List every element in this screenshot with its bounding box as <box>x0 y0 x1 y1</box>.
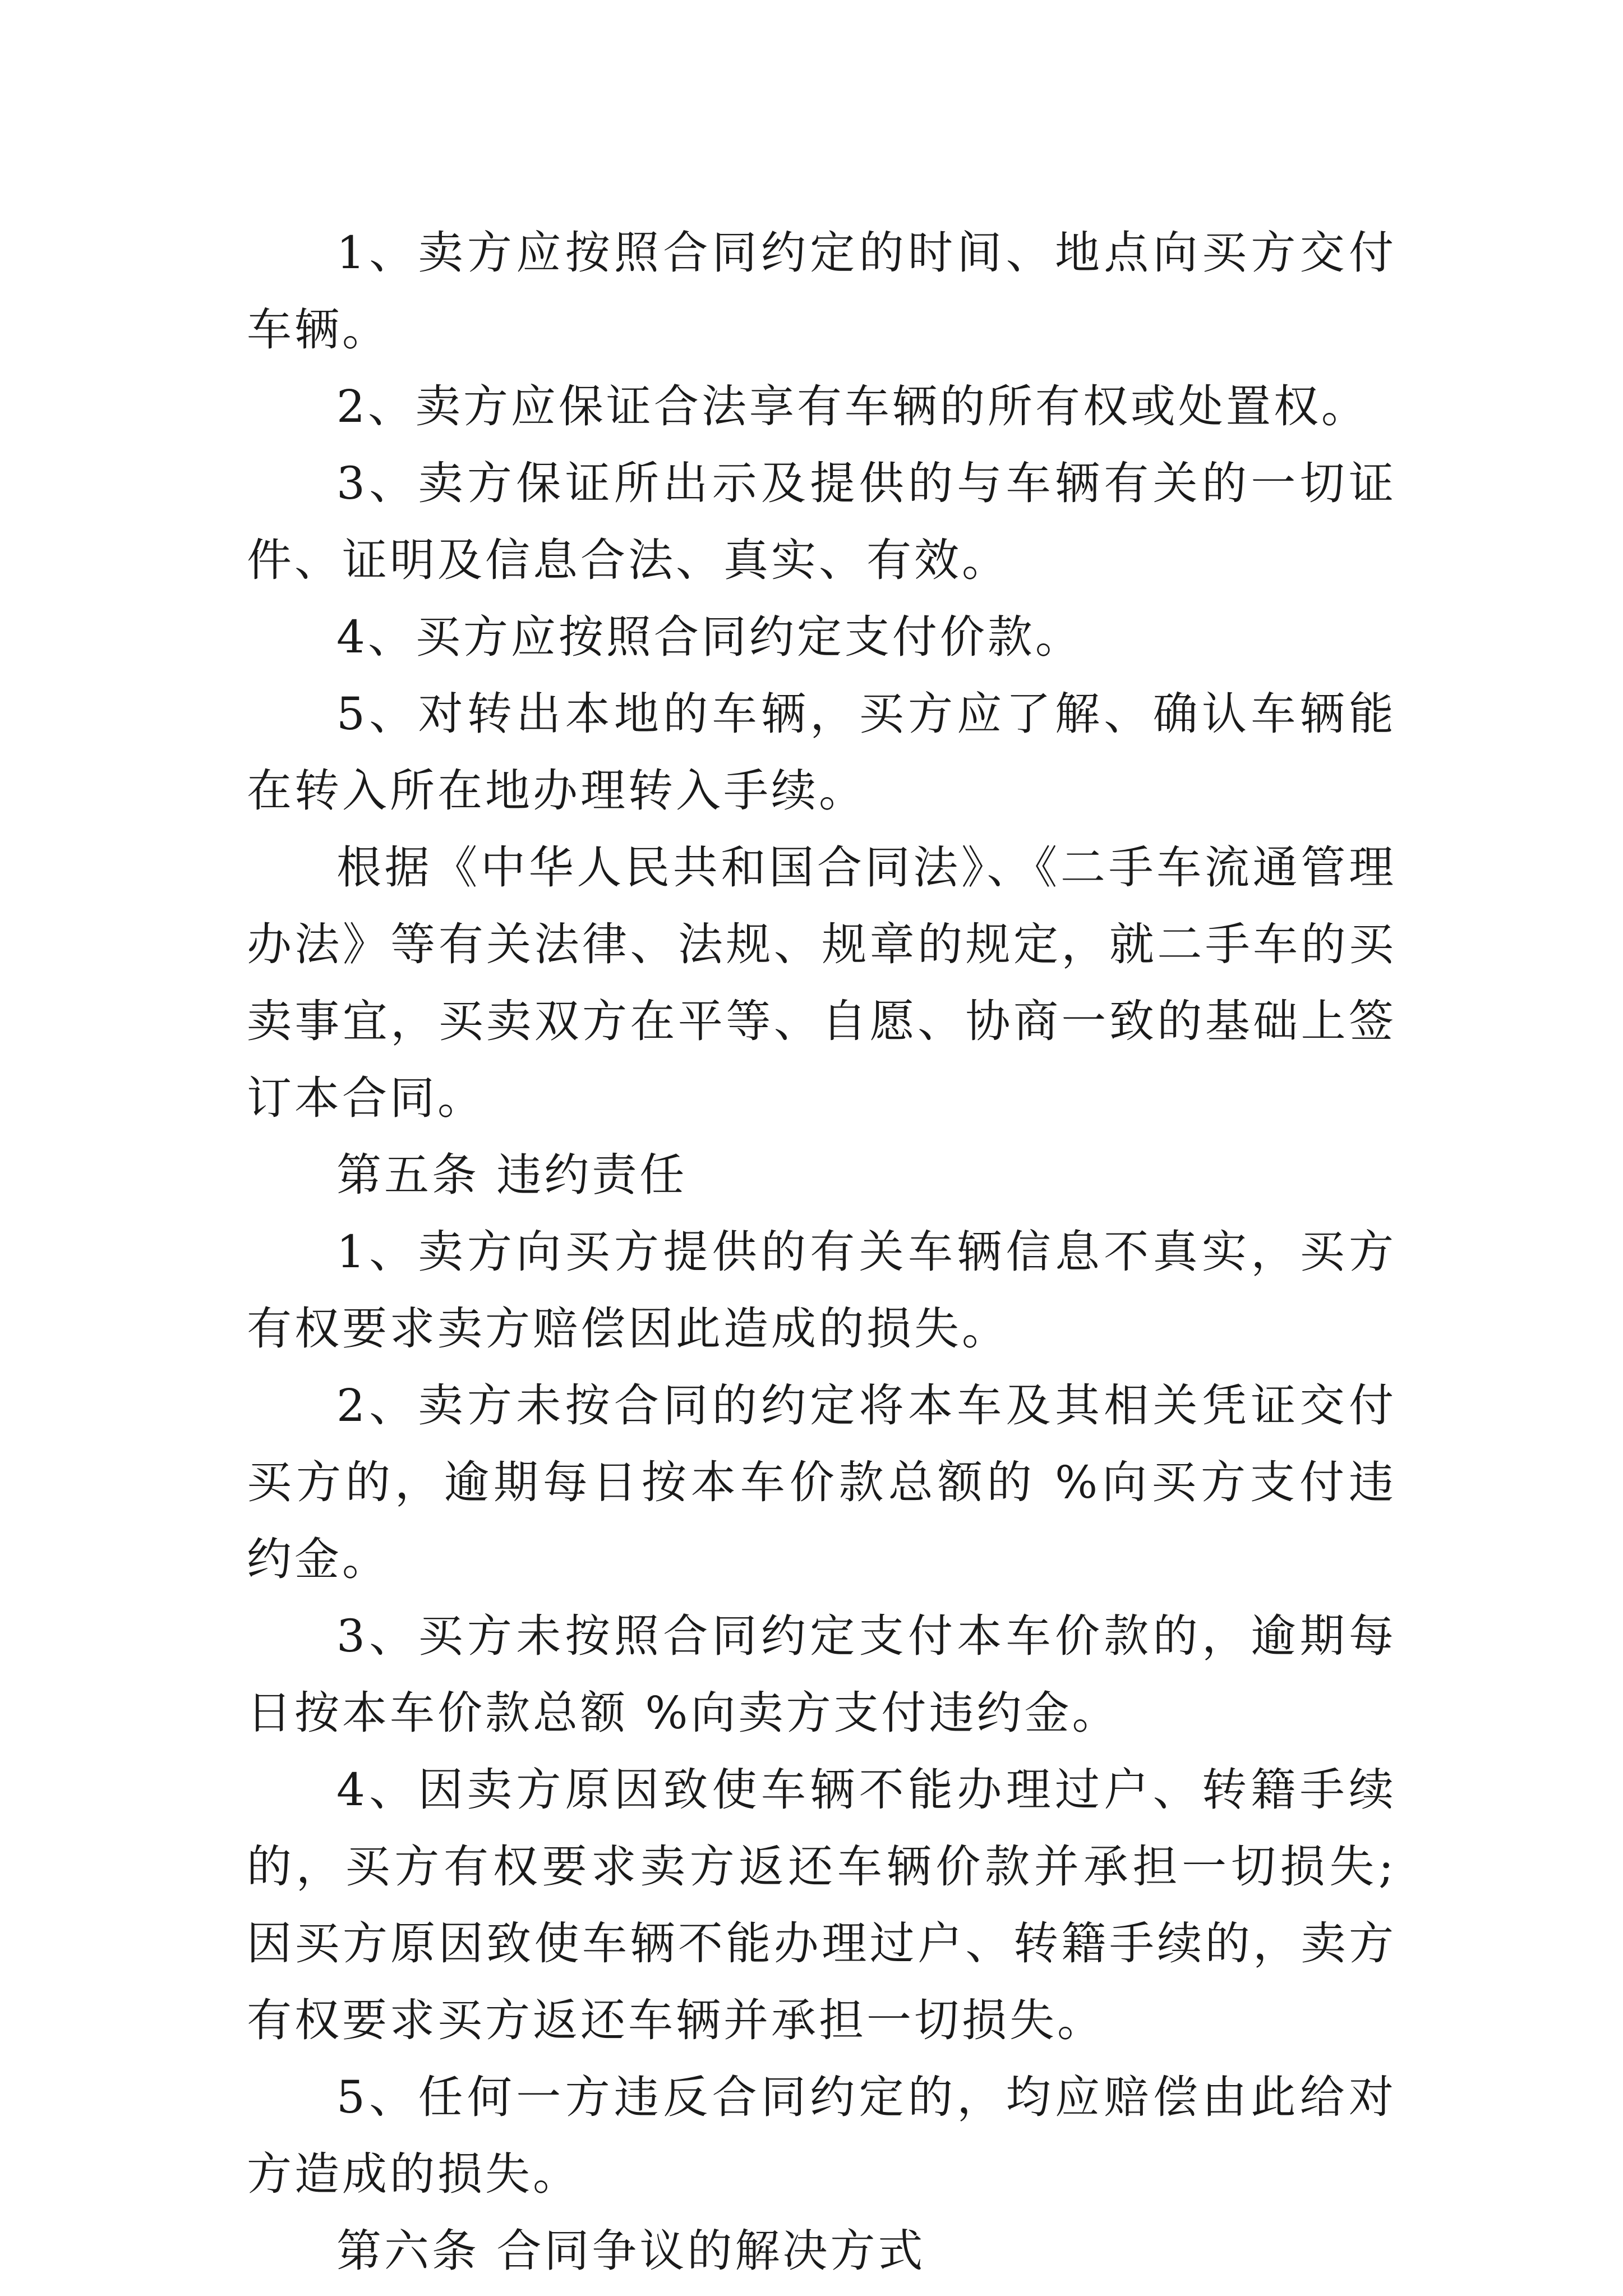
section-heading-article-6: 第六条 合同争议的解决方式 <box>336 2225 926 2277</box>
breach-clause-3: 3、买方未按照合同约定支付本车价款的，逾期每日按本车价款总额 %向卖方支付违约金。 <box>247 1610 1396 1739</box>
clause-seller-deliver: 1、卖方应按照合同约定的时间、地点向买方交付车辆。 <box>247 227 1396 356</box>
breach-clause-4: 4、因卖方原因致使车辆不能办理过户、转籍手续的，买方有权要求卖方返还车辆价款并承担一切损失;因买方原因致使车辆不能办理过户、转籍手续的，卖方有权要求买方返还车辆并承担一切损失。 <box>247 1764 1396 2046</box>
clause-seller-ownership: 2、卖方应保证合法享有车辆的所有权或处置权。 <box>336 380 1369 432</box>
section-heading-article-5: 第五条 违约责任 <box>336 1149 688 1201</box>
breach-clause-1: 1、卖方向买方提供的有关车辆信息不真实，买方有权要求卖方赔偿因此造成的损失。 <box>247 1226 1396 1355</box>
document-body <box>247 214 1396 2289</box>
clause-seller-documents: 3、卖方保证所出示及提供的与车辆有关的一切证件、证明及信息合法、真实、有效。 <box>247 457 1396 586</box>
legal-basis-paragraph: 根据《中华人民共和国合同法》、《二手车流通管理办法》等有关法律、法规、规章的规定，就二手车的买卖事宜，买卖双方在平等、自愿、协商一致的基础上签订本合同。 <box>247 841 1396 1124</box>
clause-buyer-transfer: 5、对转出本地的车辆，买方应了解、确认车辆能在转入所在地办理转入手续。 <box>247 688 1396 817</box>
breach-clause-5: 5、任何一方违反合同约定的，均应赔偿由此给对方造成的损失。 <box>247 2071 1396 2200</box>
breach-clause-2: 2、卖方未按合同的约定将本车及其相关凭证交付买方的，逾期每日按本车价款总额的 %向买方支付违约金。 <box>247 1379 1396 1585</box>
clause-buyer-payment: 4、买方应按照合同约定支付价款。 <box>336 611 1083 663</box>
